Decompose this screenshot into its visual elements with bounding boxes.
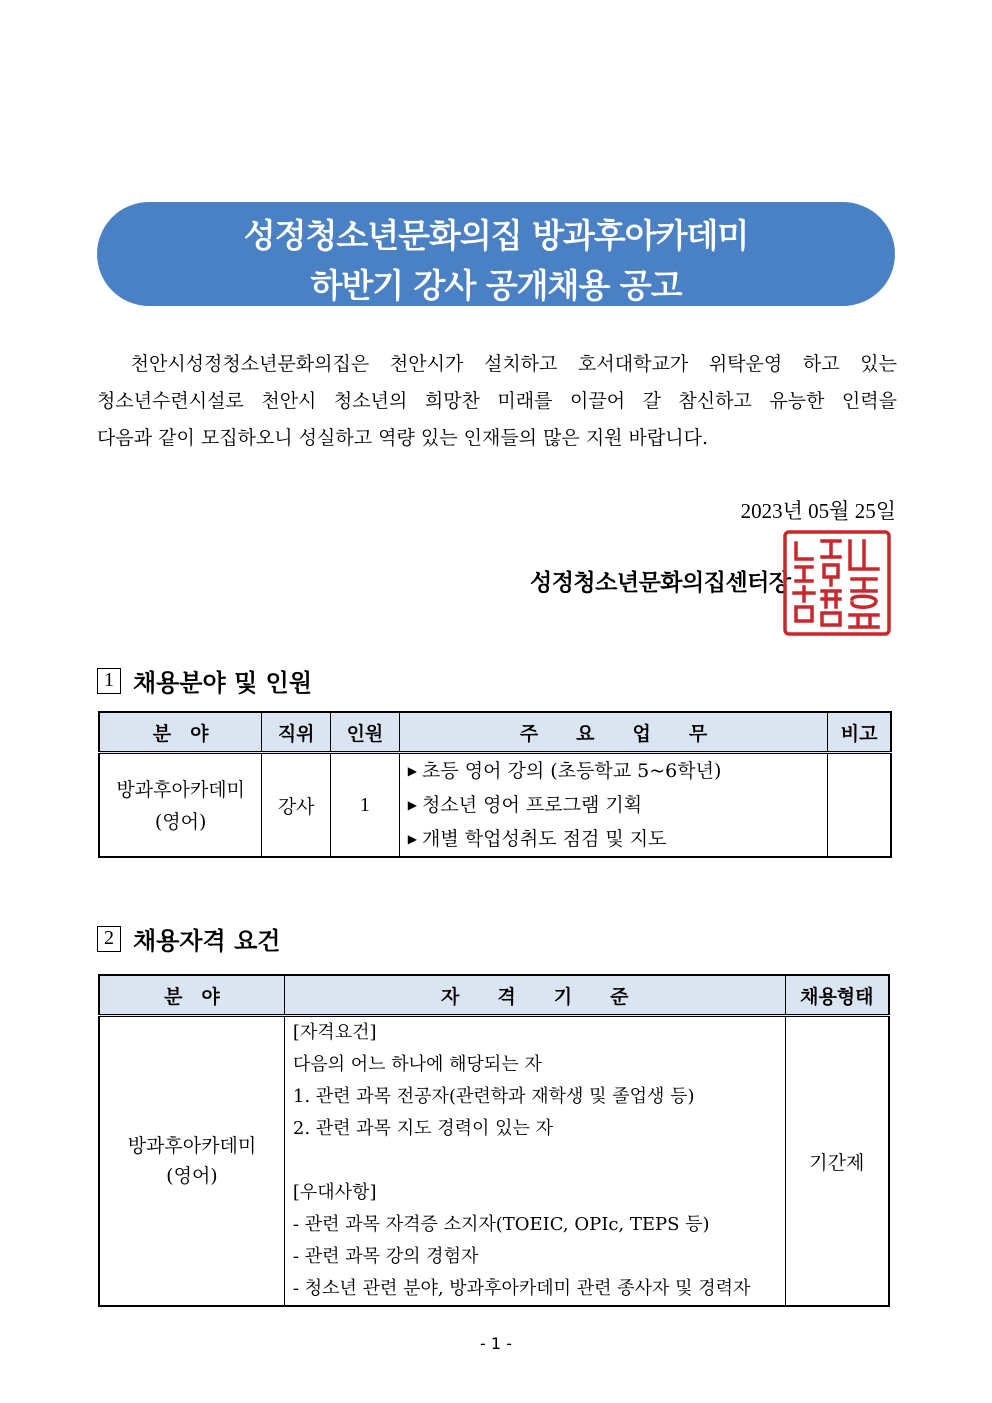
field-cell bbox=[99, 753, 262, 858]
section-2-heading bbox=[97, 921, 280, 956]
table-row bbox=[99, 1016, 889, 1307]
intro-line: 다음과 같이 모집하오니 성실하고 역량 있는 인재들의 많은 지원 바랍니다. bbox=[97, 427, 709, 449]
table-header-row bbox=[99, 975, 889, 1016]
criteria-line bbox=[293, 1145, 785, 1177]
director-title: 성정청소년문화의집센터장 bbox=[530, 570, 791, 596]
header-field: 분 야 bbox=[99, 712, 262, 753]
page-number: - 1 - bbox=[480, 1334, 512, 1353]
table-row bbox=[99, 753, 891, 858]
duty-item: ▶ 청소년 영어 프로그램 기획 bbox=[407, 794, 643, 816]
header-count: 인원 bbox=[331, 712, 400, 753]
header-note: 비고 bbox=[828, 712, 891, 753]
criteria-line: - 관련 과목 자격증 소지자(TOEIC, OPIc, TEPS 등) bbox=[292, 1214, 710, 1235]
field-name: 방과후아카데미 bbox=[116, 779, 245, 801]
triangle-bullet-icon: ▶ bbox=[407, 832, 418, 846]
criteria-line: - 청소년 관련 분야, 방과후아카데미 관련 종사자 및 경력자 bbox=[292, 1278, 751, 1299]
header-employment-type: 채용형태 bbox=[785, 975, 889, 1016]
criteria-cell bbox=[284, 1016, 785, 1307]
criteria-line: [자격요건] bbox=[292, 1022, 377, 1043]
header-criteria: 자 격 기 준 bbox=[284, 975, 785, 1016]
intro-line: 천안시성정청소년문화의집은 천안시가 설치하고 호서대학교가 위탁운영 하고 있는 bbox=[97, 353, 897, 375]
field-subject: (영어) bbox=[154, 811, 207, 833]
employment-type-cell: 기간제 bbox=[785, 1016, 889, 1307]
duty-item: ▶ 개별 학업성취도 점검 및 지도 bbox=[407, 828, 667, 850]
field-subject: (영어) bbox=[166, 1165, 218, 1187]
intro-paragraph bbox=[97, 346, 897, 457]
section-2-title: 채용자격 요건 bbox=[133, 926, 281, 955]
announcement-date: 2023년 05월 25일 bbox=[740, 499, 896, 523]
note-cell bbox=[828, 753, 891, 858]
title-line-2: 하반기 강사 공개채용 공고 bbox=[310, 266, 682, 305]
criteria-line: [우대사항] bbox=[292, 1182, 377, 1203]
title-line-1: 성정청소년문화의집 방과후아카데미 bbox=[243, 216, 749, 255]
duties-cell bbox=[399, 753, 827, 858]
section-2-number: 2 bbox=[97, 926, 121, 952]
triangle-bullet-icon: ▶ bbox=[407, 764, 418, 778]
qualification-table bbox=[98, 974, 890, 1307]
header-position: 직위 bbox=[262, 712, 331, 753]
criteria-line: - 관련 과목 강의 경험자 bbox=[292, 1246, 479, 1267]
count-cell: 1 bbox=[331, 753, 400, 858]
field-name: 방과후아카데미 bbox=[127, 1135, 257, 1157]
header-field: 분 야 bbox=[99, 975, 284, 1016]
duty-item: ▶ 초등 영어 강의 (초등학교 5~6학년) bbox=[407, 760, 722, 782]
section-1-number: 1 bbox=[97, 668, 121, 694]
table-header-row bbox=[99, 712, 891, 753]
section-1-heading bbox=[97, 663, 312, 698]
section-1-title: 채용분야 및 인원 bbox=[133, 668, 312, 697]
intro-line: 청소년수련시설로 천안시 청소년의 희망찬 미래를 이끌어 갈 참신하고 유능한 인력을 bbox=[97, 390, 897, 412]
field-cell bbox=[99, 1016, 284, 1307]
criteria-line: 2. 관련 과목 지도 경력이 있는 자 bbox=[292, 1118, 554, 1139]
header-duties: 주 요 업 무 bbox=[399, 712, 827, 753]
criteria-line: 다음의 어느 하나에 해당되는 자 bbox=[292, 1054, 542, 1075]
criteria-line: 1. 관련 과목 전공자(관련학과 재학생 및 졸업생 등) bbox=[292, 1086, 695, 1107]
recruitment-table bbox=[98, 711, 892, 858]
official-seal-icon bbox=[782, 529, 892, 637]
triangle-bullet-icon: ▶ bbox=[407, 798, 418, 812]
title-banner bbox=[97, 202, 895, 306]
position-cell: 강사 bbox=[262, 753, 331, 858]
